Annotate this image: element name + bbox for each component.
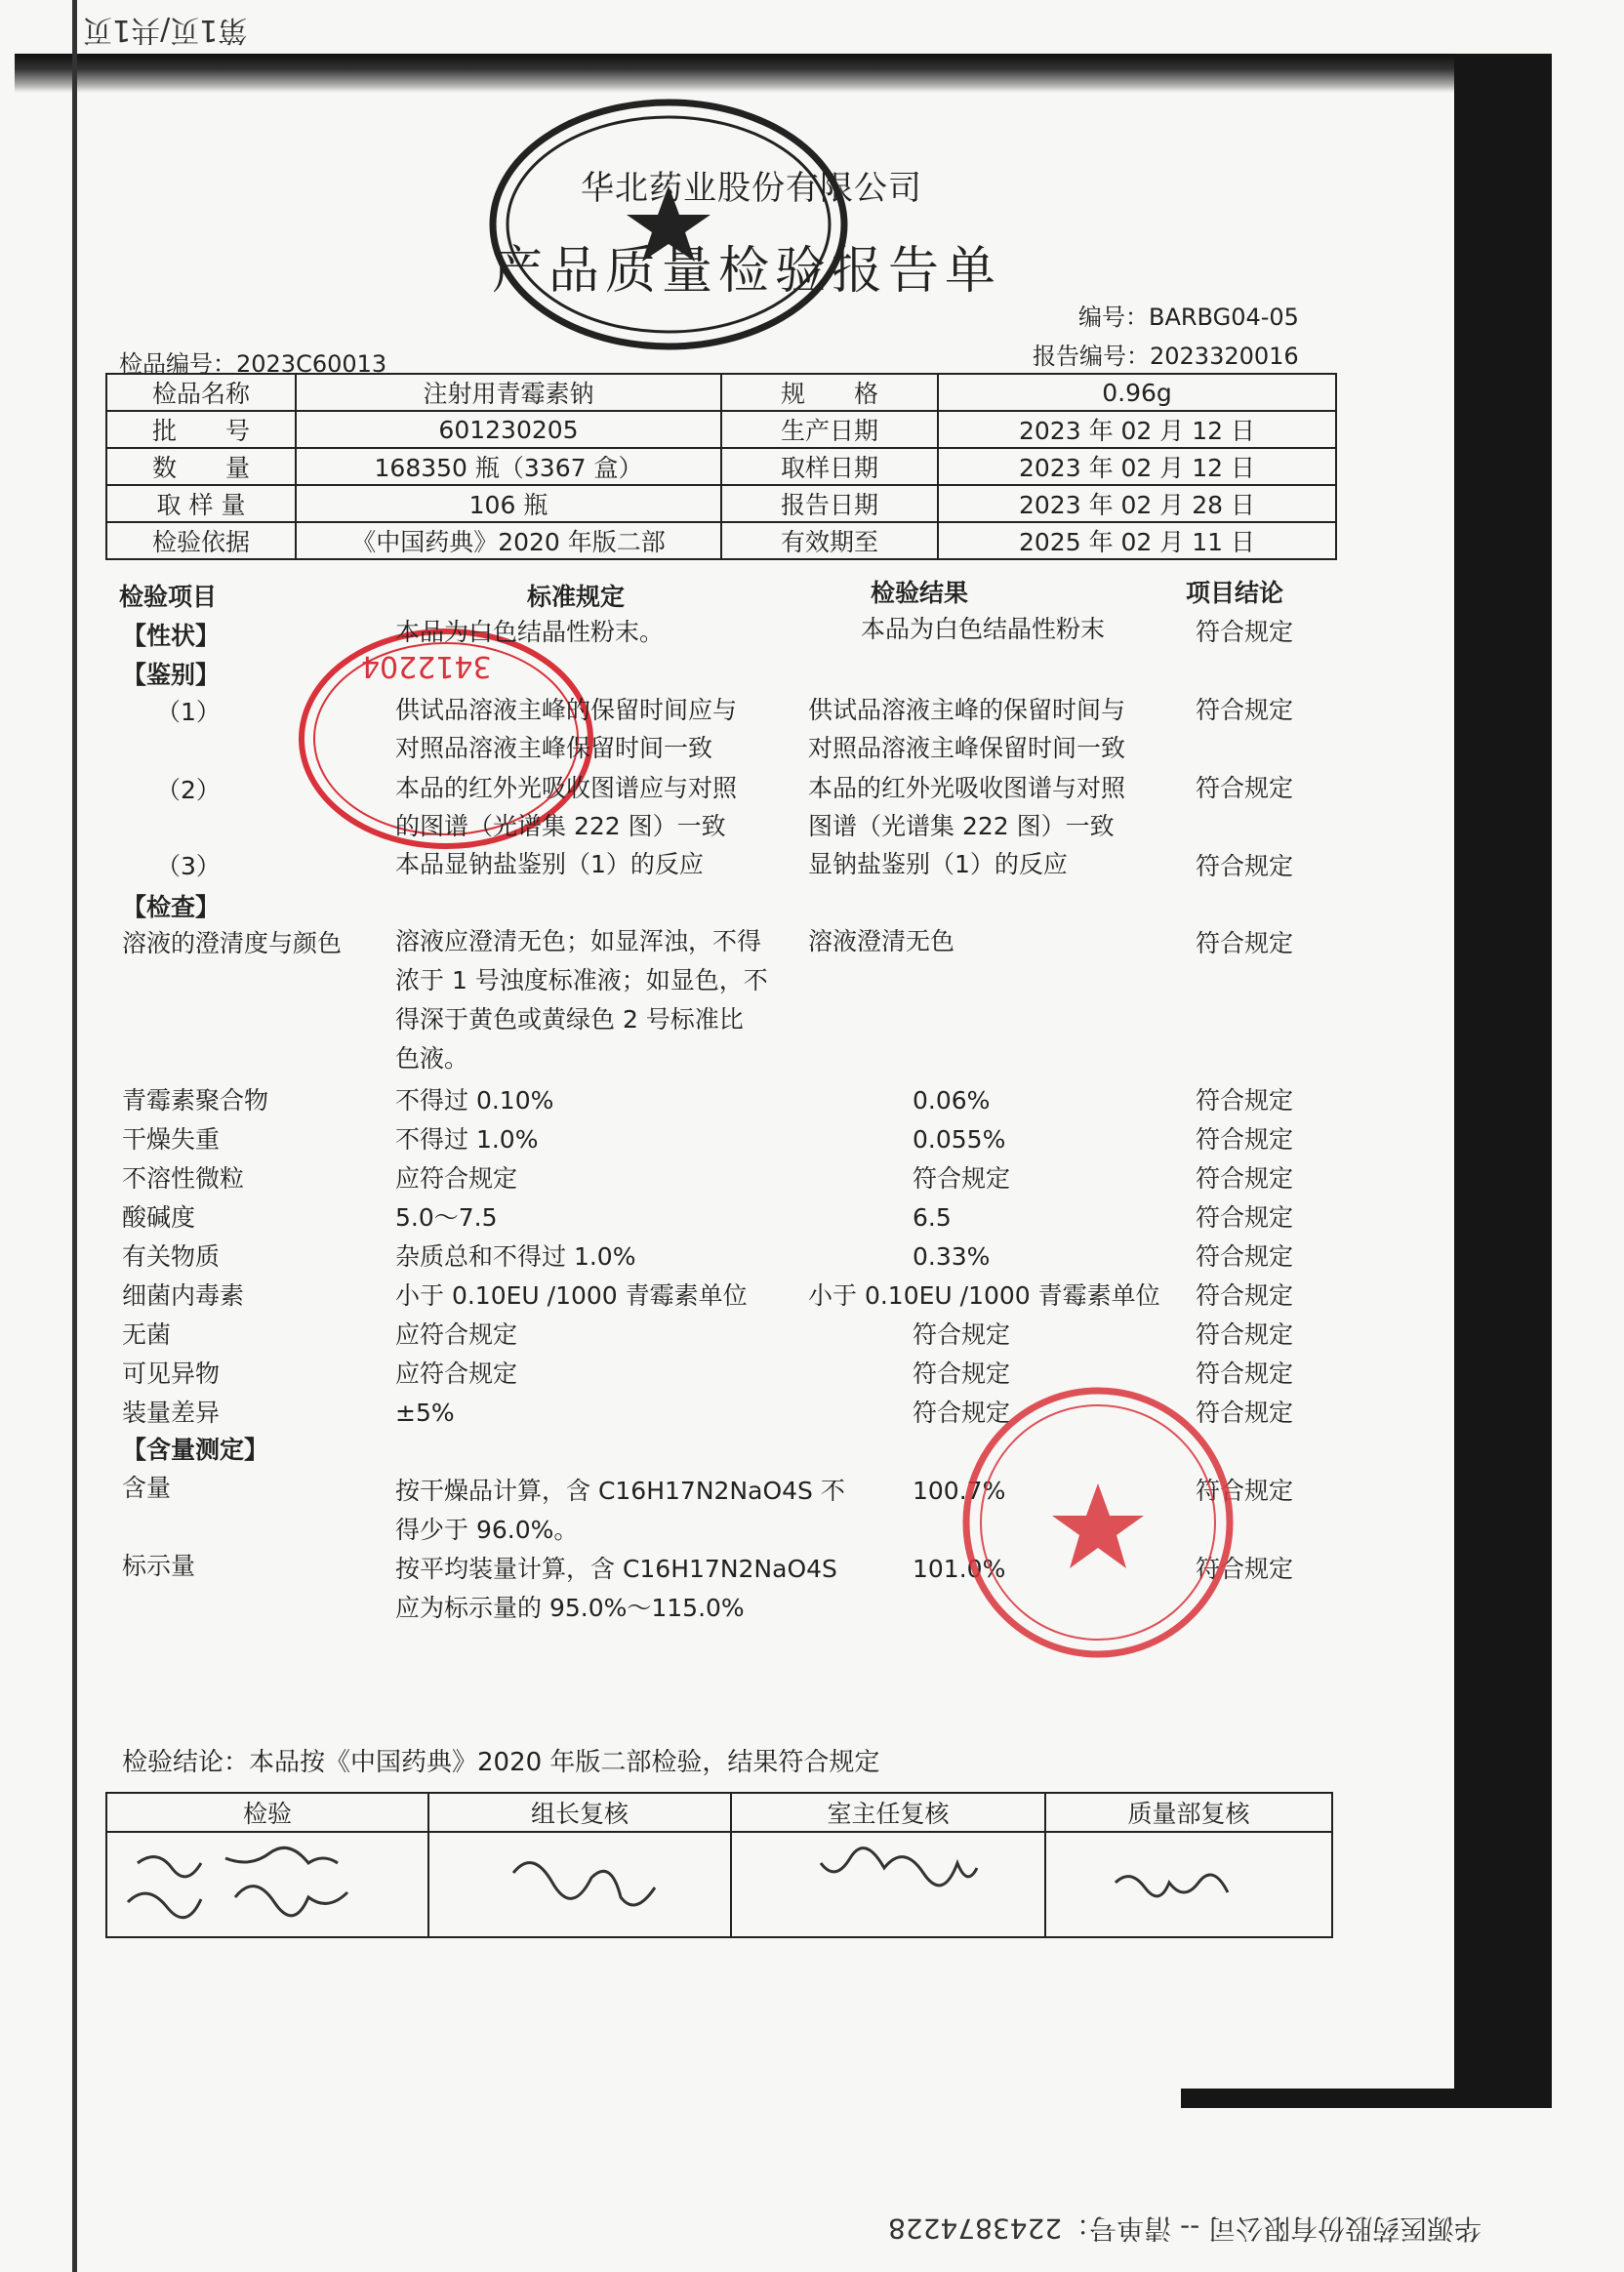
report-title: 产品质量检验报告单 bbox=[491, 242, 1001, 301]
table-row bbox=[106, 411, 1336, 448]
signature-cell-team-leader bbox=[428, 1832, 731, 1937]
conclusion-text: 符合规定 bbox=[1196, 1399, 1294, 1427]
signature-cell-quality-dept bbox=[1045, 1832, 1332, 1937]
scan-shadow-right bbox=[1454, 54, 1552, 2093]
company-name: 华北药业股份有限公司 bbox=[581, 169, 922, 208]
info-label: 有效期至 bbox=[721, 522, 938, 559]
col-header-result: 检验结果 bbox=[871, 579, 969, 607]
item-label: （3） bbox=[156, 852, 221, 880]
info-label: 报告日期 bbox=[721, 485, 938, 522]
signature-header: 检验 bbox=[106, 1793, 428, 1832]
doc-code: 编号：BARBG04-05 bbox=[1078, 304, 1299, 331]
signature-header: 室主任复核 bbox=[731, 1793, 1045, 1832]
result-text: 溶液澄清无色 bbox=[808, 927, 955, 955]
conclusion-text: 符合规定 bbox=[1196, 852, 1294, 880]
signature-cell-section-chief bbox=[731, 1832, 1045, 1937]
handwritten-signature bbox=[430, 1834, 723, 1929]
info-label: 生产日期 bbox=[721, 411, 938, 448]
standard-text: 应符合规定 bbox=[395, 1164, 518, 1193]
info-label: 数 量 bbox=[106, 448, 296, 485]
info-value: 2023 年 02 月 12 日 bbox=[938, 448, 1336, 485]
company-seal bbox=[483, 93, 854, 356]
handwritten-signature bbox=[1047, 1834, 1330, 1929]
inspection-conclusion: 检验结论：本品按《中国药典》2020 年版二部检验，结果符合规定 bbox=[122, 1748, 880, 1777]
result-text: 本品为白色结晶性粉末 bbox=[861, 615, 1106, 643]
info-label: 取 样 量 bbox=[106, 485, 296, 522]
conclusion-text: 符合规定 bbox=[1196, 1164, 1294, 1193]
standard-text: 浓于 1 号浊度标准液；如显色，不 bbox=[395, 966, 768, 994]
standard-text: 本品显钠盐鉴别（1）的反应 bbox=[395, 850, 704, 878]
item-label: 装量差异 bbox=[122, 1399, 221, 1427]
result-text: 0.33% bbox=[913, 1242, 991, 1271]
standard-text: 小于 0.10EU /1000 青霉素单位 bbox=[395, 1281, 748, 1310]
section-assay: 【含量测定】 bbox=[122, 1436, 269, 1464]
item-label: 干燥失重 bbox=[122, 1125, 221, 1154]
item-label: 细菌内毒素 bbox=[122, 1281, 245, 1310]
stamp-code: 3412204 bbox=[361, 649, 492, 683]
standard-text: 不得过 1.0% bbox=[395, 1125, 539, 1154]
conclusion-text: 符合规定 bbox=[1196, 1203, 1294, 1232]
sample-number: 检品编号：2023C60013 bbox=[119, 350, 387, 378]
result-text: 本品的红外光吸收图谱与对照 bbox=[808, 774, 1126, 802]
standard-text: 溶液应澄清无色；如显浑浊，不得 bbox=[395, 927, 762, 955]
section-identification: 【鉴别】 bbox=[122, 661, 221, 689]
standard-text: 本品的红外光吸收图谱应与对照 bbox=[395, 774, 738, 802]
item-label: （2） bbox=[156, 776, 221, 804]
result-text: 符合规定 bbox=[913, 1399, 1011, 1427]
info-label: 检验依据 bbox=[106, 522, 296, 559]
footer-flipped: 华源医药股份有限公司 -- 清单号：2243874228 bbox=[888, 2212, 1482, 2245]
table-row bbox=[106, 1793, 1332, 1832]
standard-text: 应符合规定 bbox=[395, 1320, 518, 1349]
table-row bbox=[106, 374, 1336, 411]
info-value: 2023 年 02 月 28 日 bbox=[938, 485, 1336, 522]
standard-text: ±5% bbox=[395, 1399, 455, 1427]
info-label: 检品名称 bbox=[106, 374, 296, 411]
standard-text: 得少于 96.0%。 bbox=[395, 1516, 579, 1544]
result-text: 0.055% bbox=[913, 1125, 1006, 1154]
standard-text: 不得过 0.10% bbox=[395, 1086, 554, 1115]
conclusion-text: 符合规定 bbox=[1196, 929, 1294, 957]
item-label: 无菌 bbox=[122, 1320, 172, 1349]
section-inspection: 【检查】 bbox=[122, 893, 221, 921]
col-header-conclusion: 项目结论 bbox=[1186, 579, 1284, 607]
standard-text: 杂质总和不得过 1.0% bbox=[395, 1242, 636, 1271]
standard-text: 色液。 bbox=[395, 1044, 469, 1073]
col-header-standard: 标准规定 bbox=[527, 583, 626, 611]
standard-text: 对照品溶液主峰保留时间一致 bbox=[395, 734, 713, 762]
conclusion-text: 符合规定 bbox=[1196, 1242, 1294, 1271]
conclusion-text: 符合规定 bbox=[1196, 1555, 1294, 1583]
result-text: 小于 0.10EU /1000 青霉素单位 bbox=[808, 1281, 1160, 1310]
item-label: 含量 bbox=[122, 1474, 172, 1502]
result-text: 供试品溶液主峰的保留时间与 bbox=[808, 696, 1126, 724]
item-label: 青霉素聚合物 bbox=[122, 1086, 269, 1115]
info-value: 注射用青霉素钠 bbox=[296, 374, 721, 411]
info-value: 0.96g bbox=[938, 374, 1336, 411]
info-label: 取样日期 bbox=[721, 448, 938, 485]
table-row bbox=[106, 1832, 1332, 1937]
standard-text: 应符合规定 bbox=[395, 1359, 518, 1388]
standard-text: 5.0～7.5 bbox=[395, 1203, 498, 1232]
scan-shadow-bottom bbox=[1181, 2089, 1552, 2108]
standard-text: 本品为白色结晶性粉末。 bbox=[395, 618, 665, 646]
standard-text: 的图谱（光谱集 222 图）一致 bbox=[395, 812, 726, 840]
result-text: 6.5 bbox=[913, 1203, 952, 1232]
scan-shadow-top bbox=[15, 54, 1537, 93]
conclusion-text: 符合规定 bbox=[1196, 774, 1294, 802]
info-value: 168350 瓶（3367 盒） bbox=[296, 448, 721, 485]
result-text: 0.06% bbox=[913, 1086, 991, 1115]
table-row bbox=[106, 485, 1336, 522]
result-text: 对照品溶液主峰保留时间一致 bbox=[808, 734, 1126, 762]
standard-text: 供试品溶液主峰的保留时间应与 bbox=[395, 696, 738, 724]
conclusion-text: 符合规定 bbox=[1196, 696, 1294, 724]
conclusion-text: 符合规定 bbox=[1196, 618, 1294, 646]
signature-header: 组长复核 bbox=[428, 1793, 731, 1832]
result-text: 100.7% bbox=[913, 1477, 1006, 1505]
report-number: 报告编号：2023320016 bbox=[1033, 343, 1299, 370]
standard-text: 得深于黄色或黄绿色 2 号标准比 bbox=[395, 1005, 744, 1034]
conclusion-text: 符合规定 bbox=[1196, 1359, 1294, 1388]
conclusion-text: 符合规定 bbox=[1196, 1477, 1294, 1505]
item-label: 标示量 bbox=[122, 1552, 196, 1580]
conclusion-text: 符合规定 bbox=[1196, 1281, 1294, 1310]
result-text: 符合规定 bbox=[913, 1164, 1011, 1193]
scan-shadow-left bbox=[72, 0, 77, 2272]
section-character: 【性状】 bbox=[122, 622, 221, 650]
signature-cell-inspector bbox=[106, 1832, 428, 1937]
conclusion-text: 符合规定 bbox=[1196, 1086, 1294, 1115]
table-row bbox=[106, 448, 1336, 485]
standard-text: 按干燥品计算，含 C16H17N2NaO4S 不 bbox=[395, 1477, 845, 1505]
standard-text: 应为标示量的 95.0%～115.0% bbox=[395, 1594, 745, 1622]
item-label: 有关物质 bbox=[122, 1242, 221, 1271]
result-text: 符合规定 bbox=[913, 1359, 1011, 1388]
item-label: 溶液的澄清度与颜色 bbox=[122, 929, 343, 957]
result-text: 图谱（光谱集 222 图）一致 bbox=[808, 812, 1115, 840]
info-value: 106 瓶 bbox=[296, 485, 721, 522]
item-label: 不溶性微粒 bbox=[122, 1164, 245, 1193]
info-value: 2025 年 02 月 11 日 bbox=[938, 522, 1336, 559]
info-value: 《中国药典》2020 年版二部 bbox=[296, 522, 721, 559]
info-label: 批 号 bbox=[106, 411, 296, 448]
info-table bbox=[105, 373, 1337, 560]
table-row bbox=[106, 522, 1336, 559]
result-text: 符合规定 bbox=[913, 1320, 1011, 1349]
result-text: 显钠盐鉴别（1）的反应 bbox=[808, 850, 1068, 878]
item-label: 可见异物 bbox=[122, 1359, 221, 1388]
red-stamp-bottom bbox=[956, 1381, 1239, 1664]
conclusion-text: 符合规定 bbox=[1196, 1125, 1294, 1154]
info-value: 2023 年 02 月 12 日 bbox=[938, 411, 1336, 448]
info-value: 601230205 bbox=[296, 411, 721, 448]
page-marker-flipped: 第1页/共1页 bbox=[83, 13, 248, 47]
col-header-item: 检验项目 bbox=[119, 583, 218, 611]
info-label: 规 格 bbox=[721, 374, 938, 411]
standard-text: 按平均装量计算，含 C16H17N2NaO4S bbox=[395, 1555, 837, 1583]
result-text: 101.0% bbox=[913, 1555, 1006, 1583]
conclusion-text: 符合规定 bbox=[1196, 1320, 1294, 1349]
signature-table bbox=[105, 1792, 1333, 1938]
item-label: （1） bbox=[156, 698, 221, 726]
signature-header: 质量部复核 bbox=[1045, 1793, 1332, 1832]
handwritten-signature bbox=[108, 1834, 421, 1929]
handwritten-signature bbox=[733, 1834, 1035, 1929]
item-label: 酸碱度 bbox=[122, 1203, 196, 1232]
